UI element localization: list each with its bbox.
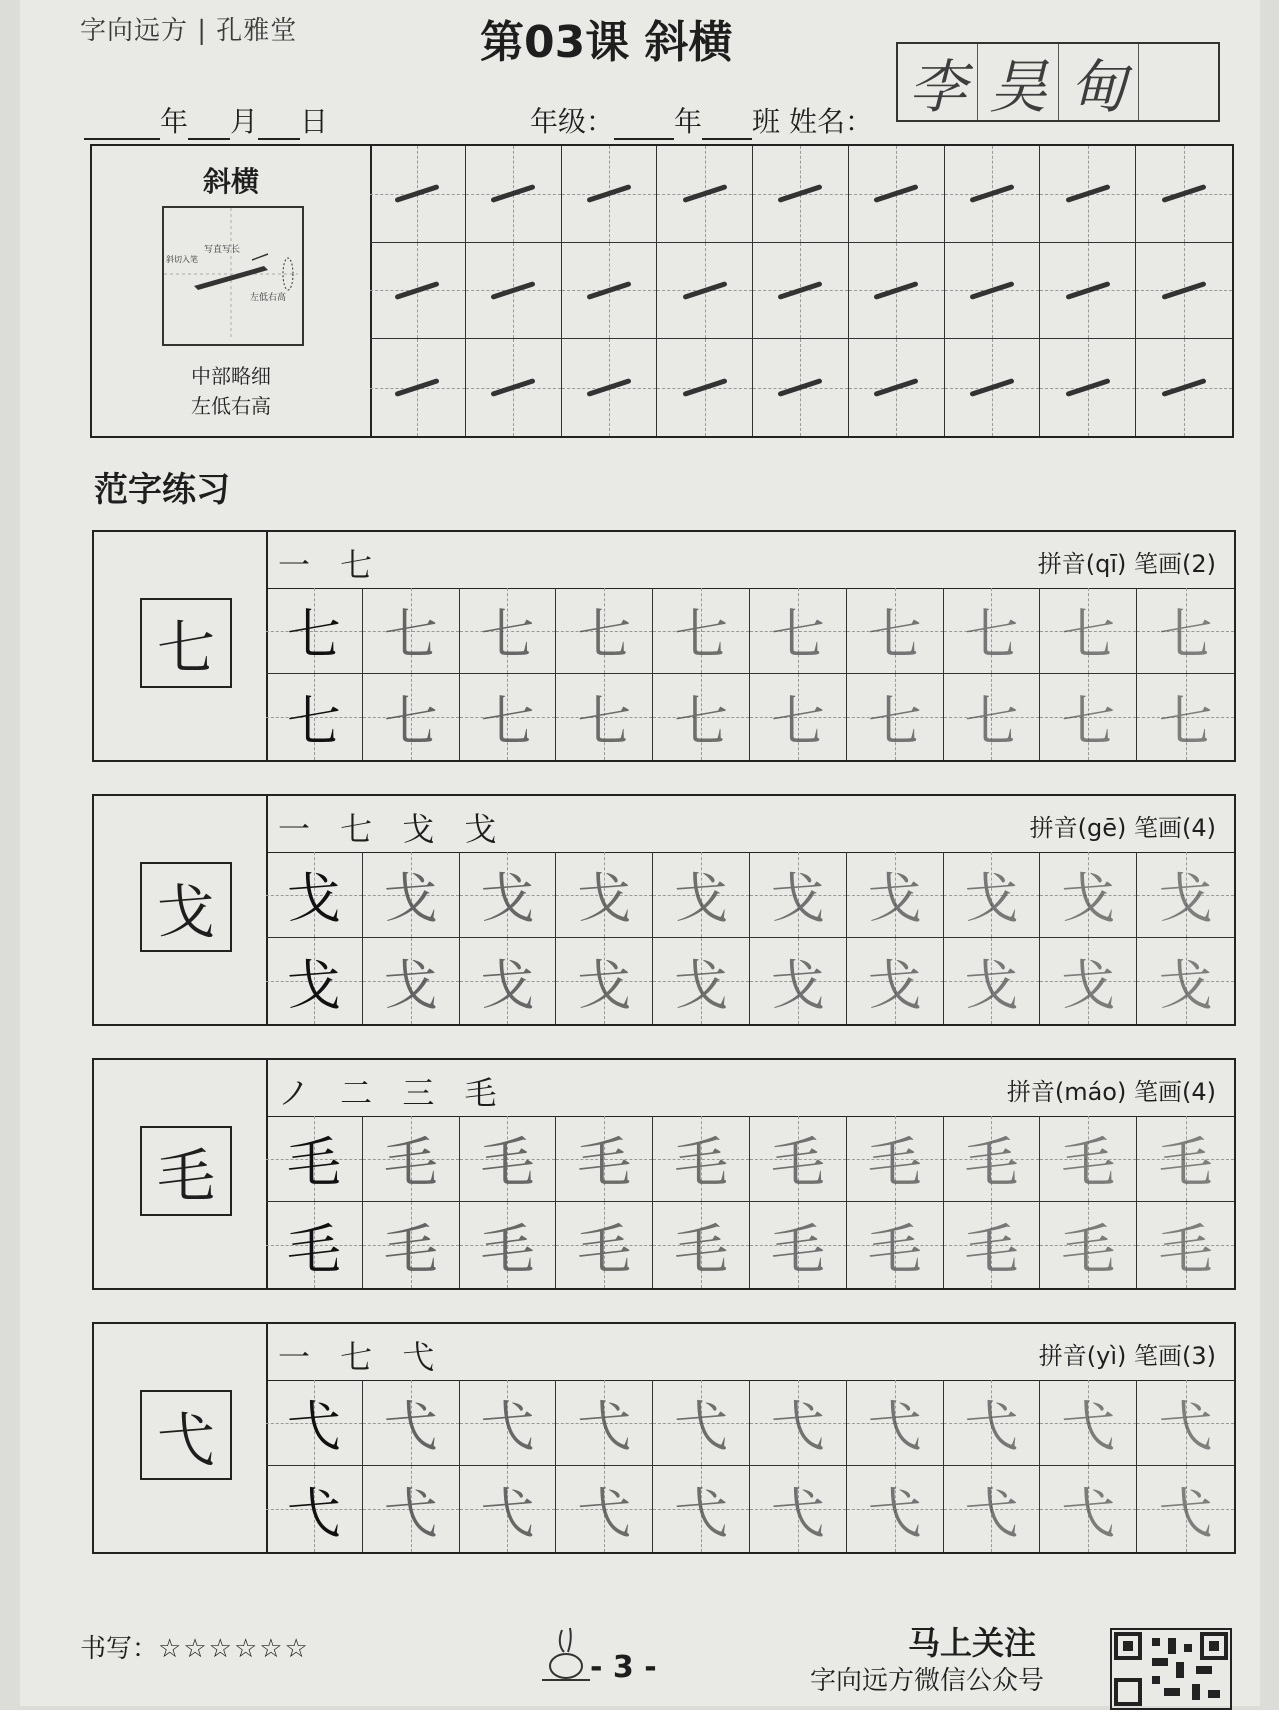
slanted-stroke-mark xyxy=(1161,378,1206,397)
slanted-stroke-mark xyxy=(586,184,631,203)
slanted-stroke-mark xyxy=(682,184,727,203)
model-panel xyxy=(94,796,268,1024)
practice-cell[interactable] xyxy=(556,588,653,674)
practice-character: 戈 xyxy=(1158,867,1213,930)
practice-character: 弋 xyxy=(480,1395,535,1458)
stroke-order: ノ 二 三 毛 xyxy=(278,1074,507,1112)
practice-character: 弋 xyxy=(770,1481,825,1545)
stroke-cell[interactable] xyxy=(466,146,562,243)
practice-character: 七 xyxy=(1061,603,1116,666)
character-block xyxy=(92,1058,1236,1290)
practice-character: 毛 xyxy=(770,1217,825,1281)
practice-cell[interactable] xyxy=(847,588,944,674)
practice-cell[interactable] xyxy=(847,1116,944,1202)
practice-cell[interactable] xyxy=(460,1466,557,1552)
practice-cell[interactable] xyxy=(750,1202,847,1288)
pinyin-label: 拼音(máo) xyxy=(1006,1078,1127,1106)
practice-character: 弋 xyxy=(964,1395,1019,1458)
class-blank[interactable] xyxy=(702,108,752,140)
practice-character: 七 xyxy=(867,603,922,666)
practice-character: 戈 xyxy=(770,867,825,930)
practice-cell[interactable] xyxy=(556,1116,653,1202)
practice-cell[interactable] xyxy=(750,588,847,674)
slanted-stroke-mark xyxy=(395,378,440,397)
slanted-stroke-mark xyxy=(491,184,536,203)
practice-character: 戈 xyxy=(867,867,922,930)
lesson-title: 第03课 斜横 xyxy=(480,17,733,68)
practice-character: 弋 xyxy=(674,1481,729,1545)
stroke-cell[interactable] xyxy=(945,339,1041,436)
practice-character: 毛 xyxy=(286,1217,341,1281)
slanted-stroke-mark xyxy=(778,184,823,203)
class-line xyxy=(530,100,873,140)
character-info-row xyxy=(266,796,1234,853)
slanted-stroke-mark xyxy=(1065,184,1110,203)
practice-character: 弋 xyxy=(1158,1395,1213,1458)
name-char-4 xyxy=(1139,44,1218,120)
practice-cell[interactable] xyxy=(1040,588,1137,674)
practice-character: 七 xyxy=(1158,603,1213,666)
practice-character: 戈 xyxy=(383,867,438,930)
practice-character: 戈 xyxy=(1158,953,1213,1017)
practice-cell[interactable] xyxy=(653,1466,750,1552)
stroke-cell[interactable] xyxy=(562,339,658,436)
practice-character: 七 xyxy=(480,603,535,666)
model-character: 戈 xyxy=(140,862,232,952)
grade-label: 年级： xyxy=(530,105,615,138)
month-label: 月 xyxy=(230,105,259,138)
practice-character: 毛 xyxy=(383,1131,438,1194)
practice-cell[interactable] xyxy=(1040,1116,1137,1202)
practice-cell[interactable] xyxy=(1040,938,1137,1024)
stroke-cell[interactable] xyxy=(562,243,658,340)
slanted-stroke-mark xyxy=(969,378,1014,397)
slanted-stroke-mark xyxy=(682,281,727,300)
stroke-cell[interactable] xyxy=(370,146,466,243)
stroke-count: 笔画(4) xyxy=(1134,1078,1216,1106)
practice-character: 弋 xyxy=(286,1481,341,1545)
practice-cell[interactable] xyxy=(1137,1466,1234,1552)
rating-stars[interactable]: ☆☆☆☆☆☆ xyxy=(158,1634,310,1664)
worksheet-page xyxy=(20,0,1260,1706)
rating-label: 书写： xyxy=(80,1634,159,1664)
practice-character: 戈 xyxy=(1061,953,1116,1017)
diagram-label-left: 斜切入笔 xyxy=(166,255,198,264)
year-blank[interactable] xyxy=(84,108,160,140)
practice-cell[interactable] xyxy=(1137,1116,1234,1202)
practice-cell[interactable] xyxy=(653,1116,750,1202)
slanted-stroke-mark xyxy=(586,281,631,300)
practice-grid xyxy=(266,1380,1234,1552)
character-info-row xyxy=(266,1324,1234,1381)
class-label: 班 xyxy=(752,105,781,138)
stroke-cell[interactable] xyxy=(466,339,562,436)
character-block xyxy=(92,794,1236,1026)
practice-character: 弋 xyxy=(1061,1395,1116,1458)
tip-2: 左低右高 xyxy=(191,394,271,418)
character-block xyxy=(92,1322,1236,1554)
practice-cell[interactable] xyxy=(363,588,460,674)
practice-character: 弋 xyxy=(964,1481,1019,1545)
slanted-stroke-mark xyxy=(874,281,919,300)
slanted-stroke-mark xyxy=(395,281,440,300)
practice-cell[interactable] xyxy=(266,1116,363,1202)
slanted-stroke-mark xyxy=(1161,184,1206,203)
practice-cell[interactable] xyxy=(750,1380,847,1466)
grade-blank[interactable] xyxy=(614,108,674,140)
practice-cell[interactable] xyxy=(944,1202,1041,1288)
practice-cell[interactable] xyxy=(653,1202,750,1288)
practice-character: 弋 xyxy=(867,1481,922,1545)
name-char-2: 昊 xyxy=(978,44,1058,120)
section-title: 范字练习 xyxy=(94,470,230,510)
name-char-3: 甸 xyxy=(1059,44,1139,120)
stroke-cell[interactable] xyxy=(1136,243,1232,340)
rating xyxy=(80,1628,310,1665)
practice-cell[interactable] xyxy=(363,1116,460,1202)
name-box[interactable] xyxy=(896,42,1220,122)
practice-character: 弋 xyxy=(674,1395,729,1458)
character-block xyxy=(92,530,1236,762)
practice-character: 七 xyxy=(577,603,632,666)
practice-character: 毛 xyxy=(1061,1217,1116,1281)
practice-character: 弋 xyxy=(383,1395,438,1458)
slanted-stroke-mark xyxy=(682,378,727,397)
stroke-cell[interactable] xyxy=(1040,339,1136,436)
stroke-cell[interactable] xyxy=(1040,146,1136,243)
practice-character: 毛 xyxy=(383,1217,438,1281)
practice-cell[interactable] xyxy=(1137,938,1234,1024)
practice-cell[interactable] xyxy=(1137,588,1234,674)
diagram-label-right: 左低右高 xyxy=(250,293,287,303)
practice-cell[interactable] xyxy=(847,852,944,938)
name-label: 姓名： xyxy=(788,105,873,138)
practice-cell[interactable] xyxy=(1137,674,1234,760)
practice-cell[interactable] xyxy=(944,588,1041,674)
practice-cell[interactable] xyxy=(847,1466,944,1552)
practice-cell[interactable] xyxy=(847,1202,944,1288)
practice-character: 戈 xyxy=(964,953,1019,1017)
slanted-stroke-mark xyxy=(395,184,440,203)
stroke-count: 笔画(3) xyxy=(1134,1342,1216,1370)
practice-character: 弋 xyxy=(383,1481,438,1545)
pinyin-strokes xyxy=(1038,544,1216,579)
practice-character: 毛 xyxy=(1158,1131,1213,1194)
practice-cell[interactable] xyxy=(1040,1380,1137,1466)
pinyin-label: 拼音(qī) xyxy=(1037,550,1127,578)
practice-cell[interactable] xyxy=(847,1380,944,1466)
slanted-stroke-mark xyxy=(586,378,631,397)
grade-nian-label: 年 xyxy=(674,105,703,138)
practice-cell[interactable] xyxy=(556,674,653,760)
practice-cell[interactable] xyxy=(1137,852,1234,938)
practice-cell[interactable] xyxy=(1137,1202,1234,1288)
slanted-stroke-mark xyxy=(1065,281,1110,300)
practice-character: 七 xyxy=(383,603,438,666)
diagram-label-top: 写直写长 xyxy=(204,245,241,255)
practice-cell[interactable] xyxy=(363,938,460,1024)
practice-character: 毛 xyxy=(867,1131,922,1194)
stroke-cell[interactable] xyxy=(753,146,849,243)
practice-cell[interactable] xyxy=(653,938,750,1024)
slanted-stroke-mark xyxy=(778,378,823,397)
year-label: 年 xyxy=(160,105,189,138)
practice-grid xyxy=(266,1116,1234,1288)
qr-code-icon[interactable] xyxy=(1110,1628,1232,1710)
practice-cell[interactable] xyxy=(847,674,944,760)
practice-character: 戈 xyxy=(480,953,535,1017)
stroke-cell[interactable] xyxy=(753,339,849,436)
practice-cell[interactable] xyxy=(847,938,944,1024)
practice-character: 毛 xyxy=(867,1217,922,1281)
date-line xyxy=(84,100,328,140)
practice-character: 戈 xyxy=(770,953,825,1017)
page-number: - 3 - xyxy=(590,1650,657,1685)
practice-cell[interactable] xyxy=(266,938,363,1024)
practice-character: 戈 xyxy=(964,867,1019,930)
stroke-diagram-icon xyxy=(164,208,298,340)
slanted-stroke-mark xyxy=(778,281,823,300)
stroke-cell[interactable] xyxy=(370,339,466,436)
practice-character: 七 xyxy=(674,689,729,753)
practice-character: 七 xyxy=(867,689,922,753)
practice-cell[interactable] xyxy=(460,674,557,760)
practice-character: 弋 xyxy=(577,1395,632,1458)
practice-character: 弋 xyxy=(286,1395,341,1458)
stroke-cell[interactable] xyxy=(945,146,1041,243)
practice-character: 七 xyxy=(480,689,535,753)
slanted-stroke-mark xyxy=(1161,281,1206,300)
rabbit-icon xyxy=(542,1626,590,1682)
model-panel xyxy=(94,1324,268,1552)
model-character: 弋 xyxy=(140,1390,232,1480)
practice-character: 毛 xyxy=(1158,1217,1213,1281)
practice-cell[interactable] xyxy=(750,938,847,1024)
brand-logo: 字向远方 | 孔雅堂 xyxy=(80,16,298,46)
practice-cell[interactable] xyxy=(266,852,363,938)
practice-character: 戈 xyxy=(286,867,341,930)
practice-character: 毛 xyxy=(577,1217,632,1281)
practice-cell[interactable] xyxy=(460,938,557,1024)
pinyin-strokes xyxy=(1039,1336,1216,1371)
practice-character: 弋 xyxy=(867,1395,922,1458)
stroke-cell[interactable] xyxy=(657,146,753,243)
practice-character: 七 xyxy=(577,689,632,753)
practice-cell[interactable] xyxy=(266,1466,363,1552)
practice-cell[interactable] xyxy=(944,1116,1041,1202)
practice-character: 弋 xyxy=(577,1481,632,1545)
stroke-cell[interactable] xyxy=(753,243,849,340)
practice-character: 毛 xyxy=(480,1131,535,1194)
practice-character: 戈 xyxy=(867,953,922,1017)
practice-character: 七 xyxy=(286,689,341,753)
slanted-stroke-mark xyxy=(969,281,1014,300)
stroke-diagram xyxy=(162,206,304,346)
practice-cell[interactable] xyxy=(1040,1466,1137,1552)
character-info-row xyxy=(266,532,1234,589)
practice-character: 弋 xyxy=(480,1481,535,1545)
practice-cell[interactable] xyxy=(944,1380,1041,1466)
practice-cell[interactable] xyxy=(460,588,557,674)
practice-cell[interactable] xyxy=(266,1202,363,1288)
model-character: 七 xyxy=(140,598,232,688)
name-char-1: 李 xyxy=(898,44,978,120)
practice-grid xyxy=(266,588,1234,760)
practice-character: 弋 xyxy=(770,1395,825,1458)
stroke-cell[interactable] xyxy=(849,339,945,436)
practice-character: 戈 xyxy=(383,953,438,1017)
practice-character: 戈 xyxy=(1061,867,1116,930)
slanted-stroke-mark xyxy=(491,378,536,397)
stroke-cell[interactable] xyxy=(562,146,658,243)
practice-character: 毛 xyxy=(964,1131,1019,1194)
practice-character: 戈 xyxy=(577,867,632,930)
stroke-cell[interactable] xyxy=(657,339,753,436)
practice-cell[interactable] xyxy=(556,1380,653,1466)
practice-cell[interactable] xyxy=(750,852,847,938)
model-panel xyxy=(94,1060,268,1288)
pinyin-label: 拼音(yì) xyxy=(1038,1342,1127,1370)
practice-character: 戈 xyxy=(577,953,632,1017)
practice-cell[interactable] xyxy=(363,1380,460,1466)
practice-cell[interactable] xyxy=(363,674,460,760)
practice-character: 七 xyxy=(770,689,825,753)
practice-character: 弋 xyxy=(1158,1481,1213,1545)
practice-cell[interactable] xyxy=(363,1202,460,1288)
day-blank[interactable] xyxy=(258,108,300,140)
pinyin-label: 拼音(gē) xyxy=(1029,814,1127,842)
practice-cell[interactable] xyxy=(556,852,653,938)
practice-character: 戈 xyxy=(674,953,729,1017)
practice-character: 毛 xyxy=(286,1131,341,1194)
practice-character: 七 xyxy=(674,603,729,666)
character-info-row xyxy=(266,1060,1234,1117)
follow-text: 马上关注 xyxy=(908,1624,1037,1662)
practice-cell[interactable] xyxy=(1040,852,1137,938)
stroke-cell[interactable] xyxy=(849,243,945,340)
stroke-cell[interactable] xyxy=(466,243,562,340)
stroke-cell[interactable] xyxy=(1040,243,1136,340)
practice-cell[interactable] xyxy=(1137,1380,1234,1466)
practice-character: 七 xyxy=(964,689,1019,753)
slanted-stroke-mark xyxy=(969,184,1014,203)
stroke-count: 笔画(2) xyxy=(1134,550,1216,578)
stroke-count: 笔画(4) xyxy=(1134,814,1216,842)
slanted-stroke-mark xyxy=(1065,378,1110,397)
practice-character: 毛 xyxy=(964,1217,1019,1281)
practice-cell[interactable] xyxy=(1040,1202,1137,1288)
slanted-stroke-mark xyxy=(874,378,919,397)
slanted-stroke-mark xyxy=(874,184,919,203)
practice-cell[interactable] xyxy=(460,1116,557,1202)
practice-cell[interactable] xyxy=(460,1380,557,1466)
practice-character: 毛 xyxy=(1061,1131,1116,1194)
month-blank[interactable] xyxy=(188,108,230,140)
practice-character: 七 xyxy=(383,689,438,753)
practice-character: 戈 xyxy=(674,867,729,930)
practice-cell[interactable] xyxy=(944,674,1041,760)
practice-character: 毛 xyxy=(770,1131,825,1194)
practice-grid xyxy=(266,852,1234,1024)
tip-1: 中部略细 xyxy=(191,364,271,388)
practice-character: 七 xyxy=(770,603,825,666)
stroke-order: 一 七 xyxy=(278,546,383,584)
practice-cell[interactable] xyxy=(1040,674,1137,760)
practice-character: 七 xyxy=(1061,689,1116,753)
stroke-cell[interactable] xyxy=(370,243,466,340)
practice-cell[interactable] xyxy=(556,938,653,1024)
practice-cell[interactable] xyxy=(266,588,363,674)
practice-cell[interactable] xyxy=(653,1380,750,1466)
practice-cell[interactable] xyxy=(750,674,847,760)
stroke-cell[interactable] xyxy=(1136,146,1232,243)
practice-cell[interactable] xyxy=(944,852,1041,938)
pinyin-strokes xyxy=(1030,808,1216,843)
practice-cell[interactable] xyxy=(556,1202,653,1288)
model-character: 毛 xyxy=(140,1126,232,1216)
practice-cell[interactable] xyxy=(363,852,460,938)
practice-character: 毛 xyxy=(577,1131,632,1194)
stroke-order: 一 七 戈 戈 xyxy=(278,810,507,848)
practice-character: 弋 xyxy=(1061,1481,1116,1545)
practice-cell[interactable] xyxy=(266,1380,363,1466)
practice-cell[interactable] xyxy=(653,588,750,674)
practice-cell[interactable] xyxy=(653,852,750,938)
practice-character: 戈 xyxy=(286,953,341,1017)
practice-cell[interactable] xyxy=(556,1466,653,1552)
practice-character: 七 xyxy=(286,603,341,666)
practice-character: 七 xyxy=(964,603,1019,666)
stroke-guide-panel xyxy=(92,146,372,436)
practice-character: 七 xyxy=(1158,689,1213,753)
practice-cell[interactable] xyxy=(750,1466,847,1552)
pinyin-strokes xyxy=(1007,1072,1216,1107)
model-panel xyxy=(94,532,268,760)
day-label: 日 xyxy=(300,105,329,138)
practice-cell[interactable] xyxy=(653,674,750,760)
practice-cell[interactable] xyxy=(944,1466,1041,1552)
stroke-order: 一 七 弋 xyxy=(278,1338,445,1376)
stroke-grid xyxy=(370,146,1232,436)
practice-cell[interactable] xyxy=(460,1202,557,1288)
practice-character: 毛 xyxy=(674,1217,729,1281)
practice-character: 毛 xyxy=(674,1131,729,1194)
stroke-cell[interactable] xyxy=(1136,339,1232,436)
practice-cell[interactable] xyxy=(266,674,363,760)
practice-cell[interactable] xyxy=(750,1116,847,1202)
stroke-practice-box xyxy=(90,144,1234,438)
practice-character: 戈 xyxy=(480,867,535,930)
practice-cell[interactable] xyxy=(944,938,1041,1024)
practice-cell[interactable] xyxy=(363,1466,460,1552)
stroke-cell[interactable] xyxy=(945,243,1041,340)
stroke-cell[interactable] xyxy=(849,146,945,243)
practice-cell[interactable] xyxy=(460,852,557,938)
stroke-title: 斜横 xyxy=(202,165,259,198)
stroke-cell[interactable] xyxy=(657,243,753,340)
wechat-text: 字向远方微信公众号 xyxy=(810,1666,1045,1696)
practice-character: 毛 xyxy=(480,1217,535,1281)
slanted-stroke-mark xyxy=(491,281,536,300)
